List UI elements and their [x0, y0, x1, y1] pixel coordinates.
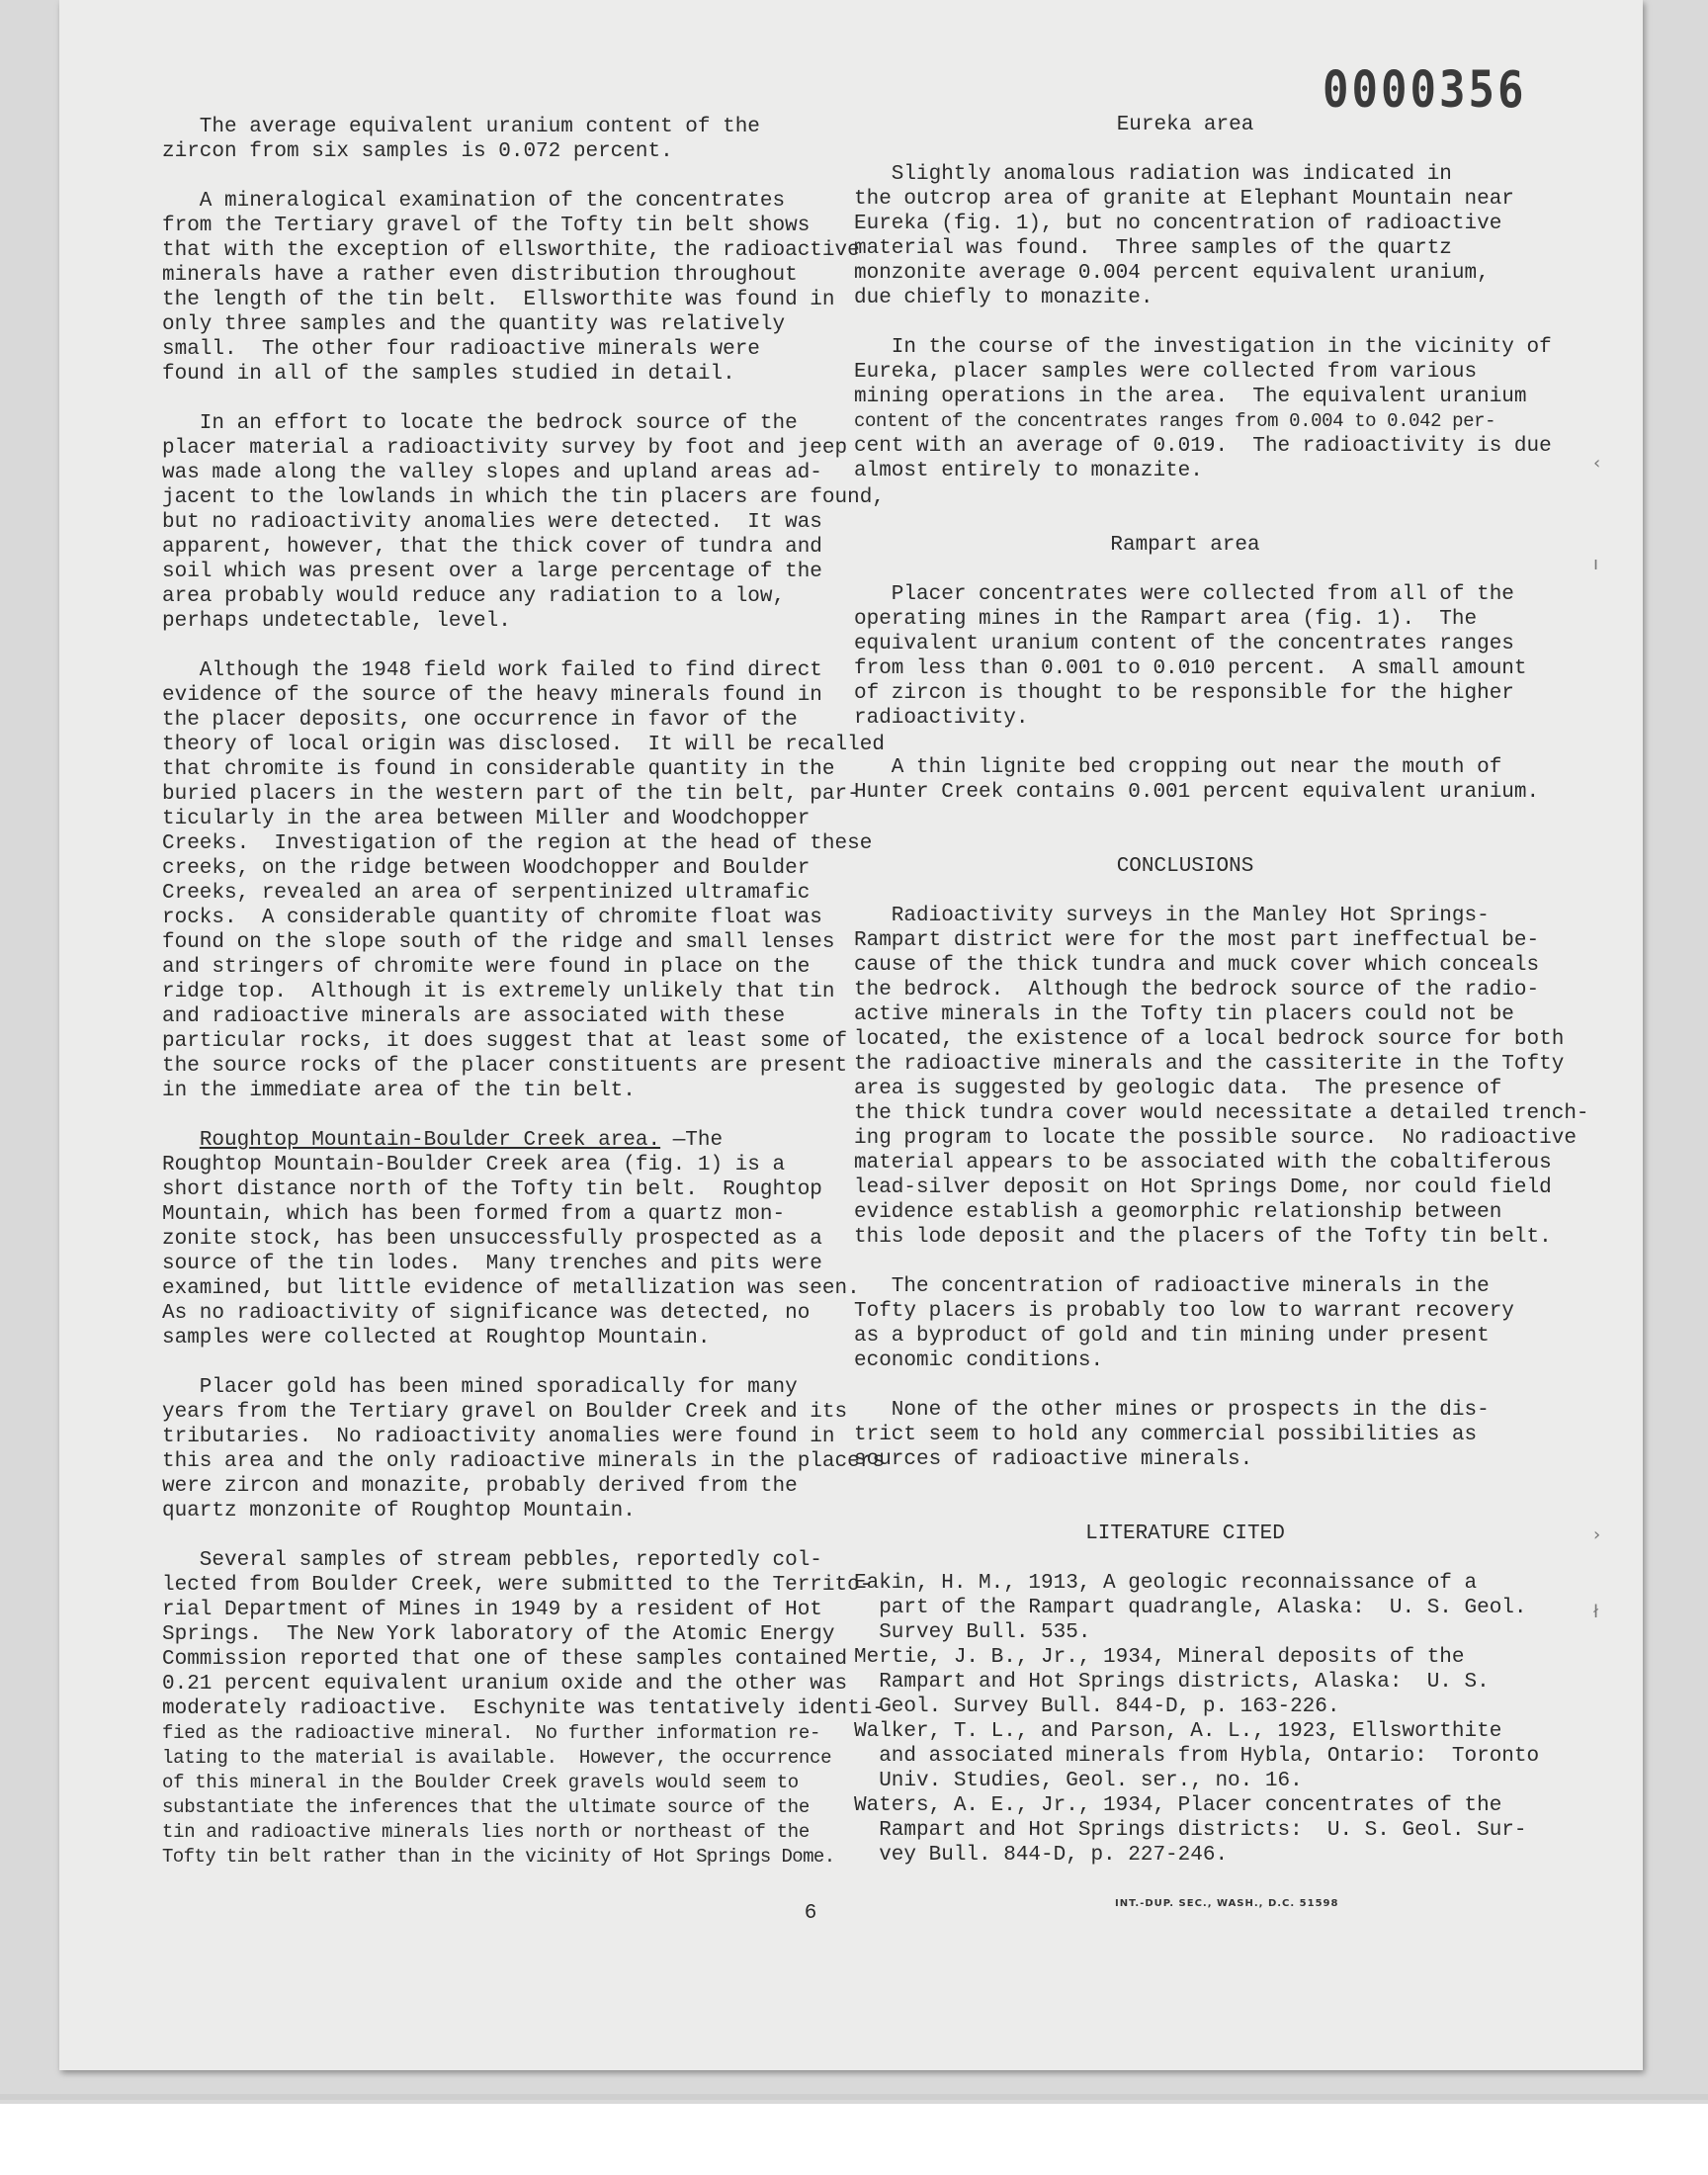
reference-line: and associated minerals from Hybla, Ontario: Toronto [854, 1745, 1540, 1768]
text-line: active minerals in the Tofty tin placers could not be [854, 1003, 1514, 1026]
section-heading-literature: LITERATURE CITED [1085, 1522, 1285, 1545]
text-line: The average equivalent uranium content of the [162, 116, 760, 138]
text-line: in the immediate area of the tin belt. [162, 1080, 636, 1102]
reference-line: vey Bull. 844-D, p. 227-246. [854, 1844, 1229, 1867]
text-line: Commission reported that one of these samples contained [162, 1648, 848, 1671]
text-line: cent with an average of 0.019. The radioactivity is due [854, 435, 1552, 458]
text-fragment: —The [660, 1129, 724, 1152]
text-line: 0.21 percent equivalent uranium oxide and the other was [162, 1673, 848, 1696]
text-line: the bedrock. Although the bedrock source of the radio- [854, 979, 1540, 1001]
text-line: examined, but little evidence of metallization was seen. [162, 1277, 860, 1300]
text-line: Creeks, revealed an area of serpentinized ultramafic [162, 882, 811, 905]
text-line: cause of the thick tundra and muck cover which conceals [854, 954, 1540, 977]
paragraph-eureka-radiation [854, 162, 1516, 310]
text-line: trict seem to hold any commercial possibilities as [854, 1424, 1478, 1446]
text-line: the thick tundra cover would necessitate a detailed trench- [854, 1102, 1589, 1125]
page-number: 6 [804, 1902, 817, 1925]
text-line: As no radioactivity of significance was detected, no [162, 1302, 811, 1325]
paragraph-field-work-1948 [162, 658, 885, 1103]
text-line: and stringers of chromite were found in place on the [162, 956, 811, 979]
text-line: Creeks. Investigation of the region at the head of these [162, 832, 873, 855]
text-line: evidence of the source of the heavy minerals found in [162, 684, 822, 707]
section-heading-rampart: Rampart area [1110, 534, 1260, 557]
text-line: the length of the tin belt. Ellsworthite was found in [162, 289, 835, 311]
text-line: jacent to the lowlands in which the tin placers are found, [162, 486, 885, 509]
text-line: found on the slope south of the ridge and small lenses [162, 931, 835, 954]
left-column [162, 115, 885, 1870]
text-line: Eureka (fig. 1), but no concentration of radioactive [854, 213, 1502, 235]
text-line: area is suggested by geologic data. The presence of [854, 1078, 1502, 1100]
text-line: Although the 1948 field work failed to find direct [162, 659, 822, 682]
right-column [854, 113, 1589, 1868]
text-line: but no radioactivity anomalies were detected. It was [162, 511, 822, 534]
text-line: Mountain, which has been formed from a quartz mon- [162, 1203, 786, 1226]
paragraph-conclusions-other-mines [854, 1398, 1516, 1472]
text-line: quartz monzonite of Roughtop Mountain. [162, 1500, 636, 1522]
margin-mark: ł [1593, 1602, 1599, 1622]
text-line: substantiate the inferences that the ultimate source of the [162, 1796, 811, 1818]
text-line: small. The other four radioactive minerals were [162, 338, 760, 361]
text-line: equivalent uranium content of the concentrates ranges [854, 633, 1514, 655]
text-line: theory of local origin was disclosed. It will be recalled [162, 734, 885, 756]
text-line: radioactivity. [854, 707, 1029, 730]
reference-line: Eakin, H. M., 1913, A geologic reconnaissance of a [854, 1572, 1478, 1595]
text-line: placer material a radioactivity survey by foot and jeep [162, 437, 848, 460]
text-line: Placer gold has been mined sporadically for many [162, 1376, 798, 1399]
text-line: Slightly anomalous radiation was indicated in [854, 163, 1452, 186]
text-line: located, the existence of a local bedrock source for both [854, 1028, 1565, 1051]
paragraph-mineralogical-examination [162, 189, 860, 387]
text-line: years from the Tertiary gravel on Boulder Creek and its [162, 1401, 848, 1424]
text-line: None of the other mines or prospects in the dis- [854, 1399, 1490, 1422]
text-line: Tofty tin belt rather than in the vicinity of Hot Springs Dome. [162, 1846, 835, 1868]
section-heading-conclusions: CONCLUSIONS [1116, 855, 1254, 878]
reference-line: Univ. Studies, Geol. ser., no. 16. [854, 1770, 1303, 1792]
text-line: of this mineral in the Boulder Creek gravels would seem to [162, 1772, 799, 1793]
text-line: fied as the radioactive mineral. No further information re- [162, 1722, 821, 1744]
paragraph-placer-gold [162, 1375, 885, 1523]
text-line: sources of radioactive minerals. [854, 1448, 1253, 1471]
text-line: lead-silver deposit on Hot Springs Dome, nor could field [854, 1176, 1552, 1199]
text-line: economic conditions. [854, 1349, 1104, 1372]
text-line: short distance north of the Tofty tin belt. Roughtop [162, 1178, 822, 1201]
text-line: that with the exception of ellsworthite, the radioactive [162, 239, 860, 262]
reference-line: Rampart and Hot Springs districts: U. S. Geol. Sur- [854, 1819, 1527, 1842]
text-line: zonite stock, has been unsuccessfully prospected as a [162, 1228, 822, 1251]
text-line: area probably would reduce any radiation to a low, [162, 585, 786, 608]
text-line: lected from Boulder Creek, were submitted to the Territo- [162, 1574, 873, 1597]
text-line: tributaries. No radioactivity anomalies were found in [162, 1426, 835, 1448]
text-line: rocks. A considerable quantity of chromite float was [162, 907, 822, 929]
text-line: minerals have a rather even distribution throughout [162, 264, 798, 287]
text-line: Roughtop Mountain-Boulder Creek area (fig. 1) is a [162, 1154, 786, 1176]
text-line: In an effort to locate the bedrock source of the [162, 412, 798, 435]
text-line: this lode deposit and the placers of the Tofty tin belt. [854, 1226, 1552, 1249]
text-line: source of the tin lodes. Many trenches and pits were [162, 1253, 822, 1275]
document-stamp-number: 0000356 [1323, 61, 1527, 120]
text-line: samples were collected at Roughtop Mountain. [162, 1327, 711, 1349]
reference-list [854, 1571, 1540, 1868]
paragraph-eureka-placer [854, 335, 1552, 483]
printer-imprint: INT.-DUP. SEC., WASH., D.C. 51598 [1115, 1898, 1339, 1909]
text-line: material appears to be associated with the cobaltiferous [854, 1152, 1552, 1174]
text-line: Tofty placers is probably too low to warrant recovery [854, 1300, 1514, 1323]
paragraph-lignite [854, 755, 1540, 805]
text-line: of zircon is thought to be responsible for the higher [854, 682, 1514, 705]
text-line: zircon from six samples is 0.072 percent. [162, 140, 673, 163]
text-line: Rampart district were for the most part ineffectual be- [854, 929, 1540, 952]
reference-line: Mertie, J. B., Jr., 1934, Mineral deposits of the [854, 1646, 1465, 1669]
text-line: particular rocks, it does suggest that at least some of [162, 1030, 848, 1053]
text-line: perhaps undetectable, level. [162, 610, 511, 633]
paragraph-conclusions-concentration [854, 1274, 1516, 1373]
text-line: A mineralogical examination of the concentrates [162, 190, 786, 213]
text-line: the radioactive minerals and the cassiterite in the Tofty [854, 1053, 1565, 1076]
text-line: Springs. The New York laboratory of the Atomic Energy [162, 1623, 835, 1646]
reference-line: Rampart and Hot Springs districts, Alaska: U. S. [854, 1671, 1490, 1694]
text-line: that chromite is found in considerable quantity in the [162, 758, 835, 781]
paragraph-average-uranium [162, 115, 826, 164]
section-heading-roughtop: Roughtop Mountain-Boulder Creek area. [199, 1129, 661, 1152]
reference-line: part of the Rampart quadrangle, Alaska: U. S. Geol. [854, 1597, 1527, 1619]
text-line: moderately radioactive. Eschynite was tentatively identi- [162, 1697, 885, 1720]
paragraph-stream-pebbles [162, 1548, 885, 1870]
text-line: ridge top. Although it is extremely unlikely that tin [162, 981, 835, 1003]
text-line: rial Department of Mines in 1949 by a resident of Hot [162, 1599, 822, 1621]
text-line: only three samples and the quantity was relatively [162, 313, 786, 336]
text-line: material was found. Three samples of the quartz [854, 237, 1452, 260]
text-line: the source rocks of the placer constituents are present [162, 1055, 848, 1078]
text-line: from less than 0.001 to 0.010 percent. A small amount [854, 657, 1527, 680]
text-line: soil which was present over a large percentage of the [162, 561, 822, 583]
text-line: found in all of the samples studied in detail. [162, 363, 735, 386]
text-line: Eureka, placer samples were collected from various [854, 361, 1478, 384]
text-line: tin and radioactive minerals lies north or northeast of the [162, 1821, 811, 1843]
bottom-divider [0, 2094, 1708, 2100]
margin-mark: ı [1593, 554, 1599, 574]
text-line: Hunter Creek contains 0.001 percent equivalent uranium. [854, 781, 1540, 804]
text-line: In the course of the investigation in the vicinity of [854, 336, 1552, 359]
section-heading-eureka: Eureka area [1116, 114, 1254, 136]
text-line: evidence establish a geomorphic relationship between [854, 1201, 1502, 1224]
text-line: was made along the valley slopes and upland areas ad- [162, 462, 822, 484]
text-line: lating to the material is available. However, the occurrence [162, 1747, 832, 1769]
text-line: from the Tertiary gravel of the Tofty tin belt shows [162, 215, 811, 237]
paragraph-rampart-placer [854, 582, 1527, 731]
text-line: ticularly in the area between Miller and Woodchopper [162, 808, 811, 830]
text-line: content of the concentrates ranges from 0.004 to 0.042 per- [854, 410, 1496, 432]
reference-line: Waters, A. E., Jr., 1934, Placer concentrates of the [854, 1794, 1502, 1817]
text-line: Radioactivity surveys in the Manley Hot Springs- [854, 905, 1490, 927]
text-line: this area and the only radioactive minerals in the placers [162, 1450, 885, 1473]
text-line: were zircon and monazite, probably derived from the [162, 1475, 798, 1498]
text-line: creeks, on the ridge between Woodchopper and Boulder [162, 857, 811, 880]
text-line: Placer concentrates were collected from all of the [854, 583, 1514, 606]
text-line: apparent, however, that the thick cover of tundra and [162, 536, 822, 559]
text-line: Several samples of stream pebbles, reportedly col- [162, 1549, 822, 1572]
text-line: buried placers in the western part of the tin belt, par- [162, 783, 860, 806]
text-line: ing program to locate the possible source. No radioactive [854, 1127, 1577, 1150]
reference-line: Survey Bull. 535. [854, 1621, 1091, 1644]
text-line: and radioactive minerals are associated with these [162, 1005, 786, 1028]
text-line: operating mines in the Rampart area (fig. 1). The [854, 608, 1478, 631]
reference-line: Geol. Survey Bull. 844-D, p. 163-226. [854, 1696, 1340, 1718]
text-line: as a byproduct of gold and tin mining under present [854, 1325, 1490, 1348]
reference-line: Walker, T. L., and Parson, A. L., 1923, Ellsworthite [854, 1720, 1502, 1743]
margin-mark: › [1593, 1524, 1601, 1545]
text-line: almost entirely to monazite. [854, 460, 1203, 482]
text-line: due chiefly to monazite. [854, 287, 1153, 309]
paragraph-bedrock-survey [162, 411, 885, 634]
text-line: A thin lignite bed cropping out near the mouth of [854, 756, 1502, 779]
text-line [162, 1128, 826, 1153]
text-line: mining operations in the area. The equivalent uranium [854, 386, 1527, 408]
text-line: the outcrop area of granite at Elephant Mountain near [854, 188, 1514, 211]
text-line: monzonite average 0.004 percent equivalent uranium, [854, 262, 1490, 285]
paragraph-conclusions-surveys [854, 904, 1589, 1250]
text-line: the placer deposits, one occurrence in favor of the [162, 709, 798, 732]
margin-mark: ‹ [1593, 453, 1601, 474]
text-line: The concentration of radioactive minerals in the [854, 1275, 1490, 1298]
paragraph-roughtop-mountain [162, 1128, 860, 1350]
